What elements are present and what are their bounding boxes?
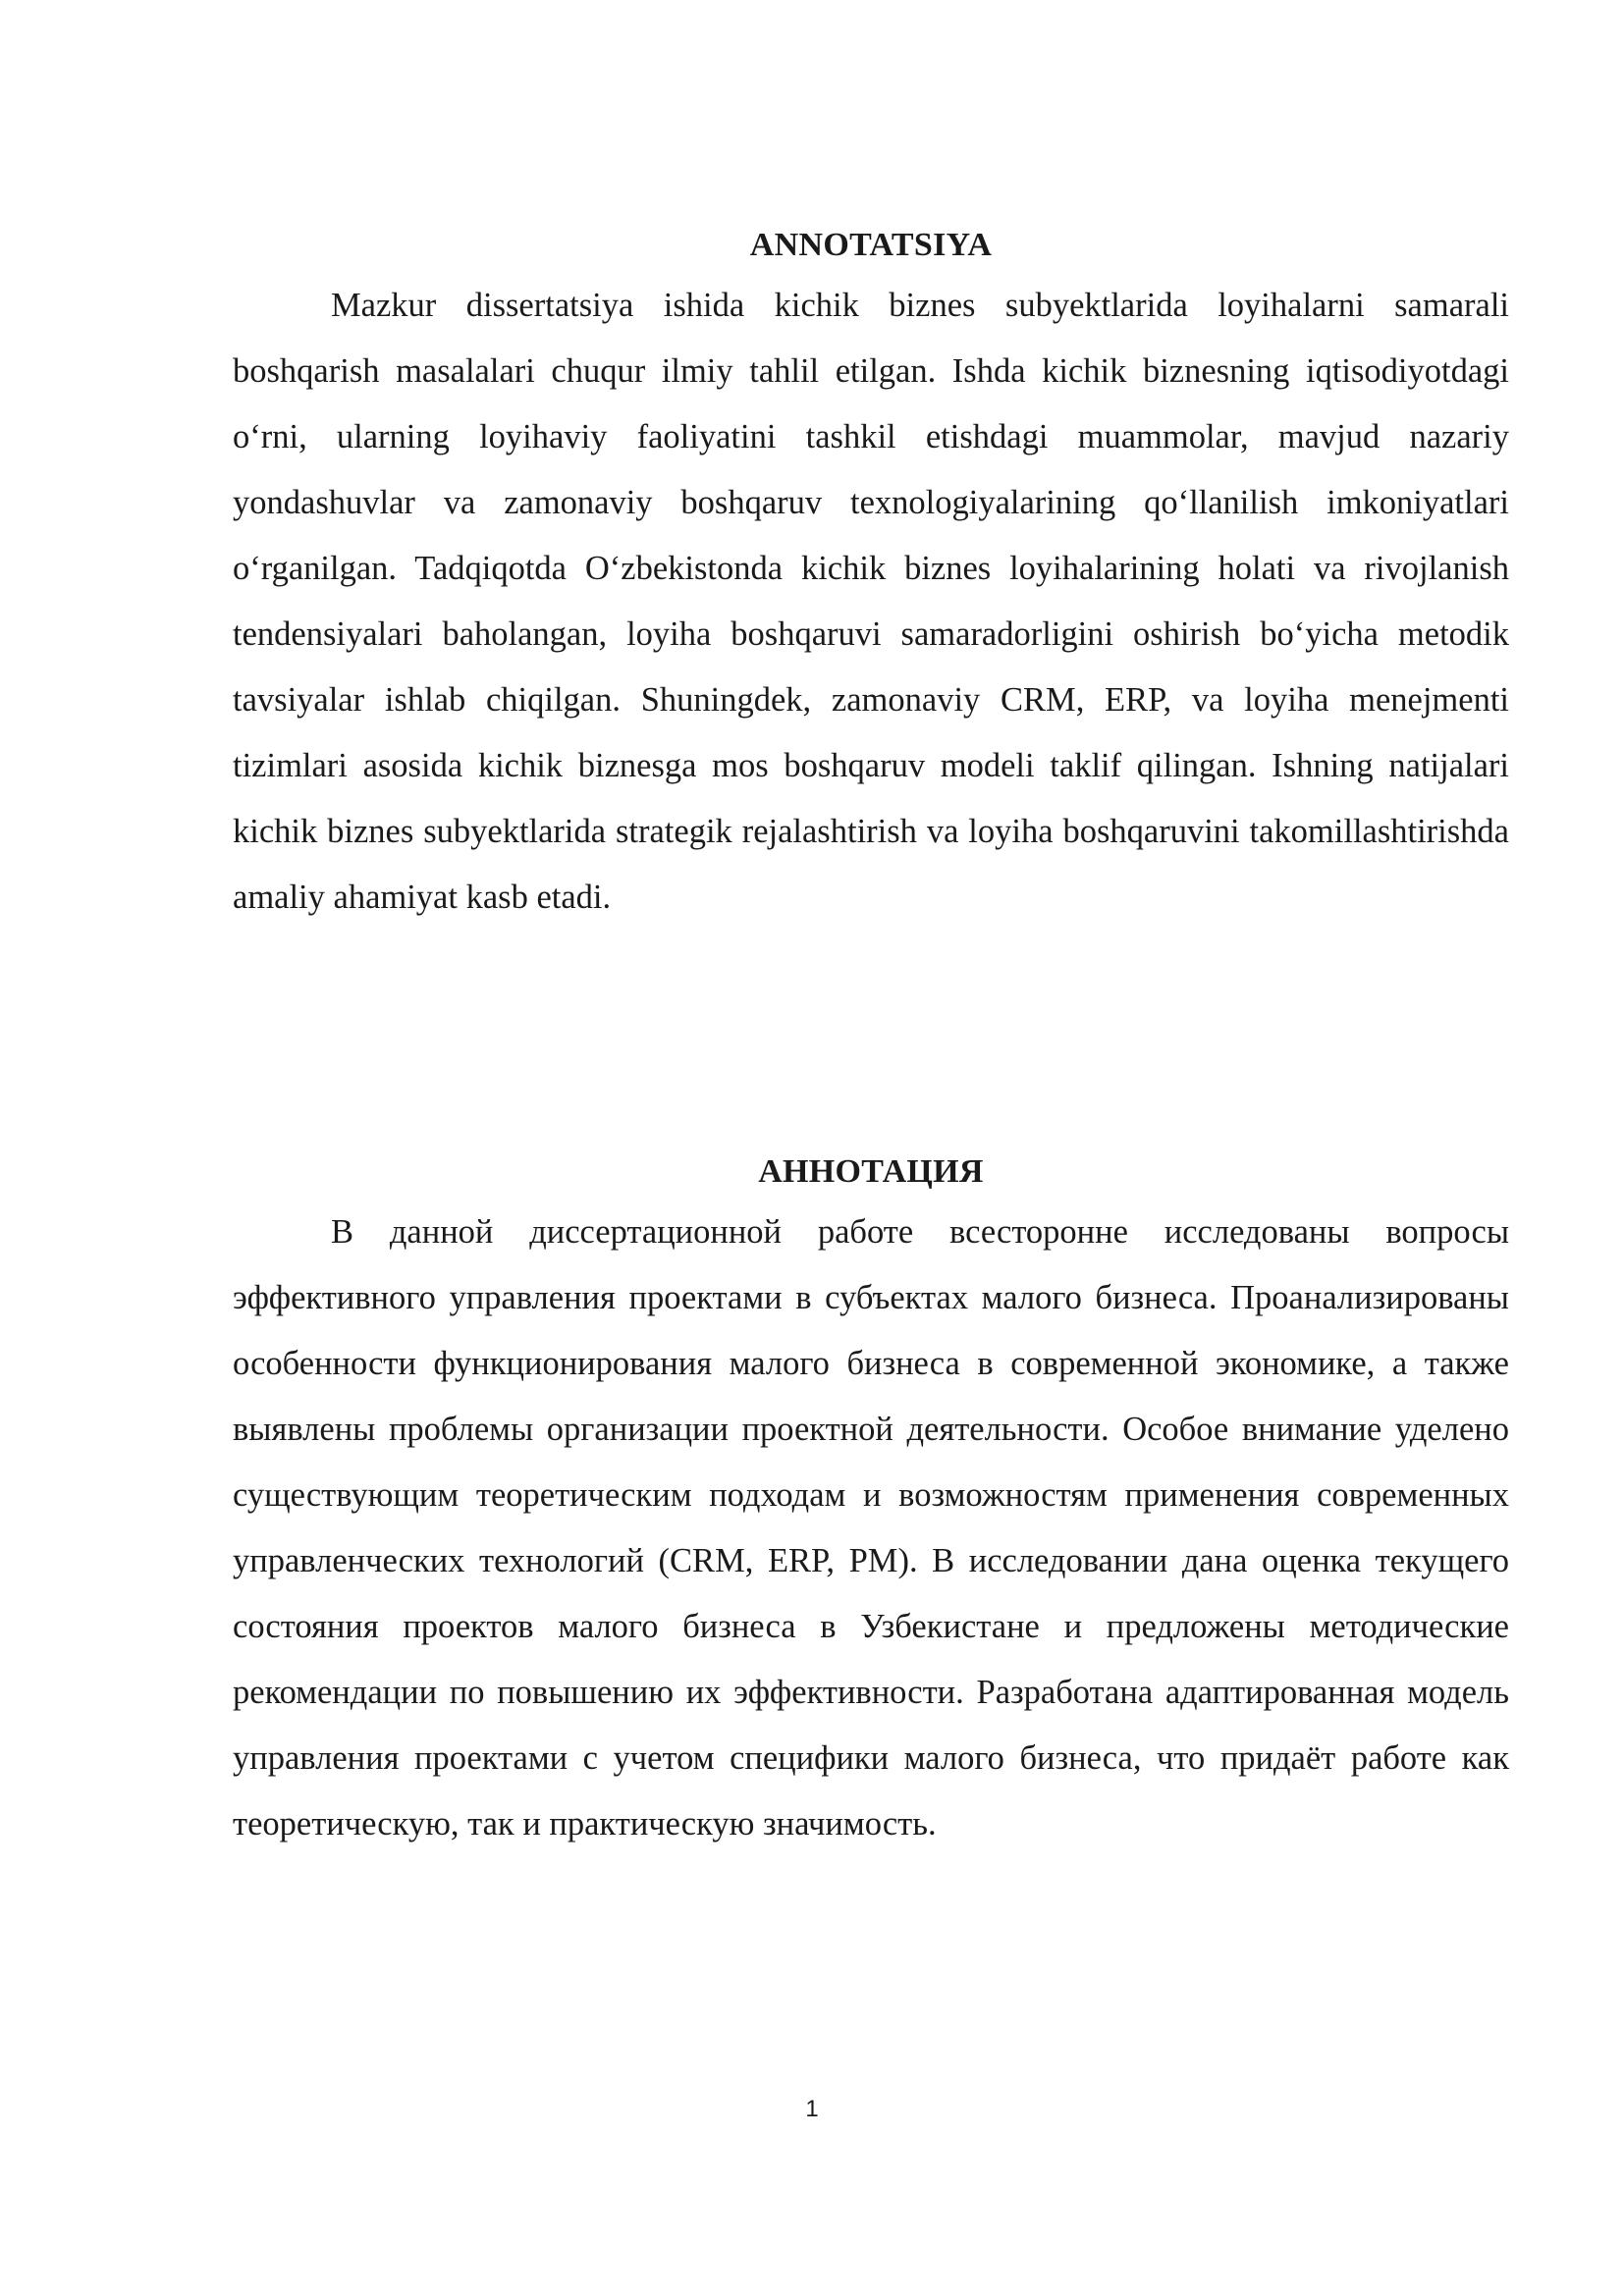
annotation-russian-paragraph: В данной диссертационной работе всесторонне исследованы вопросы эффективного управления проектами в субъектах малого бизнеса. Проанализированы особенности функционирования малого бизнеса в современной экономике, а также выявлены проблемы организации проектной деятельности. Особое внимание уделено существующим теоретическим подходам и возможностям применения современных управленческих технологий (CRM, ERP, PM). В исследовании дана оценка текущего состояния проектов малого бизнеса в Узбекистане и предложены методические рекомендации по повышению их эффективности. Разработана адаптированная модель управления проектами с учетом специфики малого бизнеса, что придаёт работе как теоретическую, так и практическую значимость.	[233, 1213, 1509, 1842]
page-number: 1	[805, 2096, 819, 2122]
annotation-russian-heading: АННОТАЦИЯ	[758, 1153, 984, 1190]
annotation-uzbek-section	[233, 218, 1509, 931]
annotation-uzbek-paragraph: Mazkur dissertatsiya ishida kichik biznes subyektlarida loyihalarni samarali boshqarish masalalari chuqur ilmiy tahlil etilgan. Ishda kichik biznesning iqtisodiyotdagi o‘rni, ularning loyihaviy faoliyatini tashkil etishdagi muammolar, mavjud nazariy yondashuvlar va zamonaviy boshqaruv texnologiyalarining qo‘llanilish imkoniyatlari o‘rganilgan. Tadqiqotda O‘zbekistonda kichik biznes loyihalarining holati va rivojlanish tendensiyalari baholangan, loyiha boshqaruvi samaradorligini oshirish bo‘yicha metodik tavsiyalar ishlab chiqilgan. Shuningdek, zamonaviy CRM, ERP, va loyiha menejmenti tizimlari asosida kichik biznesga mos boshqaruv modeli taklif qilingan. Ishning natijalari kichik biznes subyektlarida strategik rejalashtirish va loyiha boshqaruvini takomillashtirishda amaliy ahamiyat kasb etadi.	[233, 287, 1509, 916]
annotation-russian-section	[233, 1145, 1509, 1857]
annotation-uzbek-heading: ANNOTATSIYA	[749, 227, 993, 263]
